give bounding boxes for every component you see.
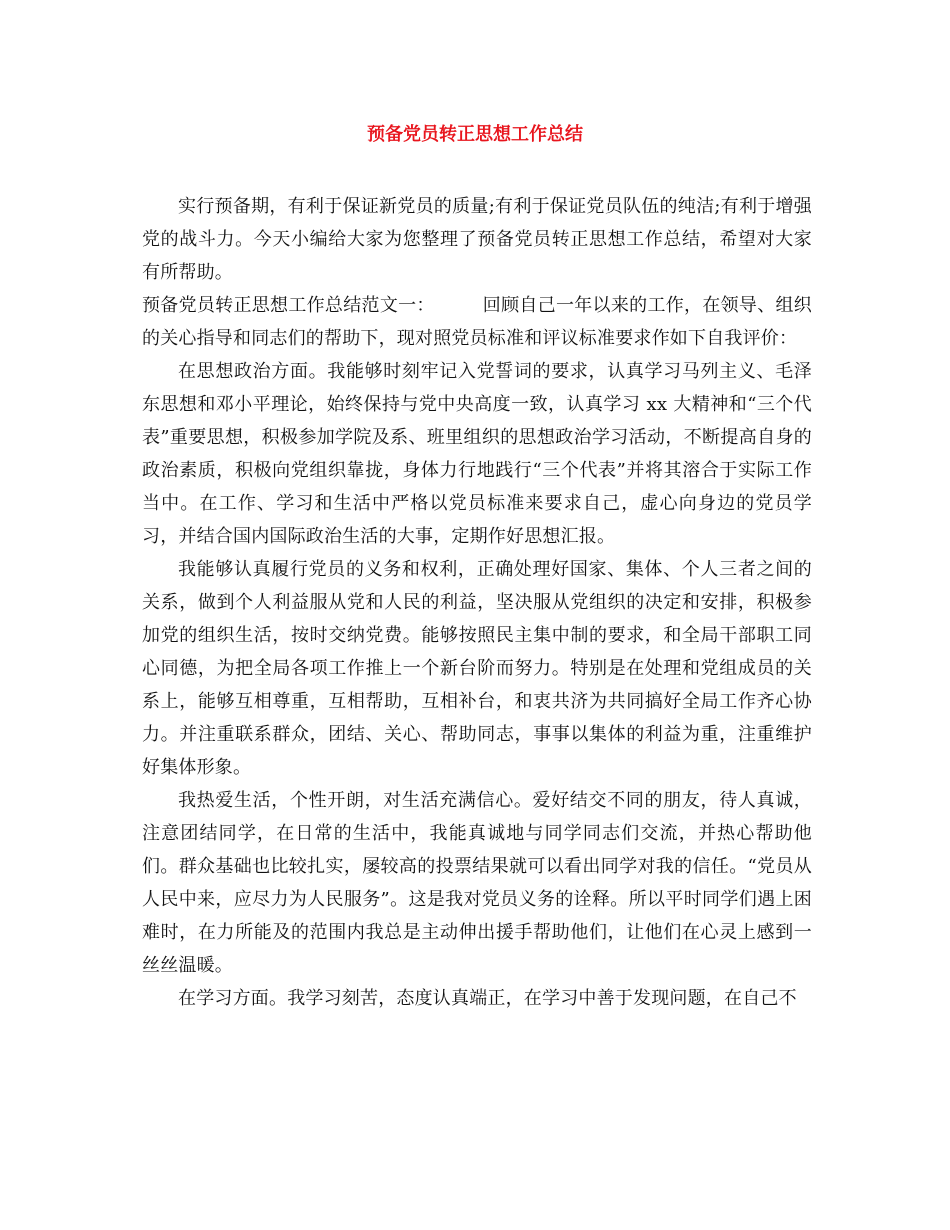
paragraph-study: 在学习方面。我学习刻苦，态度认真端正，在学习中善于发现问题，在自己不 <box>178 988 797 1009</box>
paragraph-sample-one <box>142 289 812 355</box>
paragraph-intro: 实行预备期，有利于保证新党员的质量;有利于保证党员队伍的纯洁;有利于增强党的战斗力。今天小编给大家为您整理了预备党员转正思想工作总结，希望对大家有所帮助。 <box>142 196 812 283</box>
sample-body: 回顾自己一年以来的工作，在领导、组织的关心指导和同志们的帮助下，现对照党员标准和评议标准要求作如下自我评价： <box>142 295 812 349</box>
paragraph-life: 我热爱生活，个性开朗，对生活充满信心。爱好结交不同的朋友，待人真诚，注意团结同学，在日常的生活中，我能真诚地与同学同志们交流，并热心帮助他们。群众基础也比较扎实，屡较高的投票结果就可以看出同学对我的信任。“党员从人民中来，应尽力为人民服务”。这是我对党员义务的诠释。所以平时同学们遇上困难时，在力所能及的范围内我总是主动伸出援手帮助他们，让他们在心灵上感到一丝丝温暖。 <box>142 790 812 976</box>
document-body <box>142 190 812 1015</box>
sample-heading: 预备党员转正思想工作总结范文一： <box>142 295 435 316</box>
document-title: 预备党员转正思想工作总结 <box>367 124 583 145</box>
paragraph-political: 在思想政治方面。我能够时刻牢记入党誓词的要求，认真学习马列主义、毛泽东思想和邓小平理论，始终保持与党中央高度一致，认真学习 xx 大精神和“三个代表”重要思想，积极参加学院及系、班里组织的思想政治学习活动，不断提高自身的政治素质，积极向党组织靠拢，身体力行地践行“三个代表”并将其溶合于实际工作当中。在工作、学习和生活中严格以党员标准来要求自己，虚心向身边的党员学习，并结合国内国际政治生活的大事，定期作好思想汇报。 <box>142 361 812 547</box>
paragraph-duties: 我能够认真履行党员的义务和权利，正确处理好国家、集体、个人三者之间的关系，做到个人利益服从党和人民的利益，坚决服从党组织的决定和安排，积极参加党的组织生活，按时交纳党费。能够按照民主集中制的要求，和全局干部职工同心同德，为把全局各项工作推上一个新台阶而努力。特别是在处理和党组成员的关系上，能够互相尊重，互相帮助，互相补台，和衷共济为共同搞好全局工作齐心协力。并注重联系群众，团结、关心、帮助同志，事事以集体的利益为重，注重维护好集体形象。 <box>142 559 812 778</box>
